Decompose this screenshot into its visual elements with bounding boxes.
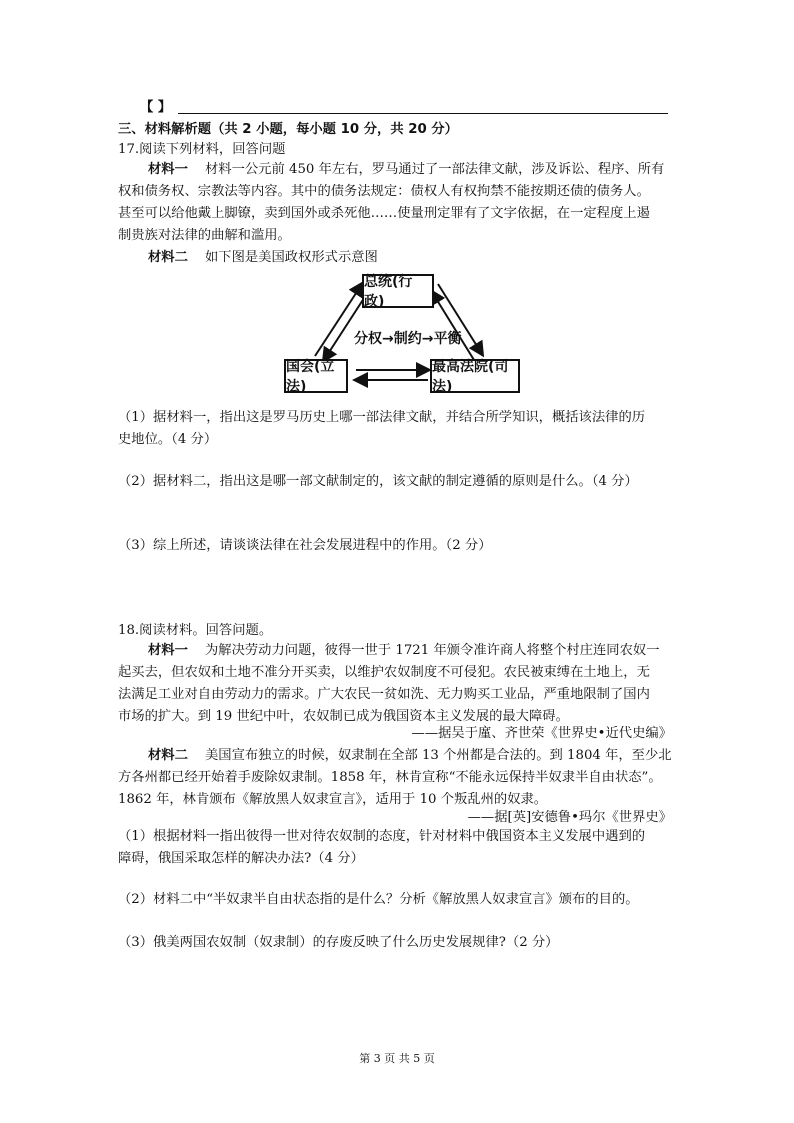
q17-material2-label: 材料二 — [148, 250, 188, 265]
q17-question2: （2）据材料二，指出这是哪一部文献制定的，该文献的制定遵循的原则是什么。（4 分） — [118, 474, 638, 489]
section-title: 三、材料解析题（共 2 小题，每小题 10 分，共 20 分） — [118, 122, 458, 137]
answer-bracket: 【 】 — [140, 100, 172, 115]
q18-material1-label: 材料一 — [148, 643, 188, 658]
q17-question3: （3）综上所述，请谈谈法律在社会发展进程中的作用。（2 分） — [118, 538, 492, 553]
diagram-box-supreme-court: 最高法院(司法) — [430, 359, 520, 393]
arrow-court-to-president — [432, 292, 474, 360]
q18-question3: （3）俄美两国农奴制（奴隶制）的存废反映了什么历史发展规律?（2 分） — [118, 935, 559, 950]
q17-heading: 17.阅读下列材料，回答问题 — [118, 142, 286, 157]
q18-question2: （2）材料二中“半奴隶半自由状态指的是什么？分析《解放黑人奴隶宣言》颁布的目的。 — [118, 892, 639, 907]
diagram-box-president: 总统(行政) — [362, 274, 434, 308]
q17-material1-line: 制贵族对法律的曲解和滥用。 — [118, 228, 291, 243]
q17-material1-line: 权和债务权、宗教法等内容。其中的债务法规定：债权人有权拘禁不能按期还债的债务人。 — [118, 184, 650, 199]
q18-material1-line: 法满足工业对自由劳动力的需求。广大农民一贫如洗、无力购买工业品，严重地限制了国内 — [118, 687, 650, 702]
q18-question1-line: 障碍，俄国采取怎样的解决办法?（4 分） — [118, 851, 364, 866]
q18-material2-line: 方各州都已经开始着手废除奴隶制。1858 年，林肯宣称“不能永远保持半奴隶半自由状态”。 — [118, 770, 662, 785]
answer-underline — [178, 113, 668, 114]
q17-material1-label: 材料一 — [148, 162, 188, 177]
diagram-center-label: 分权→制约→平衡 — [354, 331, 462, 347]
q17-question1-line: 史地位。（4 分） — [118, 432, 218, 447]
q17-material1-line: 甚至可以给他戴上脚镣，卖到国外或杀死他……使量刑定罪有了文字依据，在一定程度上遏 — [118, 206, 650, 221]
page-number-footer: 第 3 页 共 5 页 — [359, 1052, 435, 1065]
q18-material2-label: 材料二 — [148, 748, 188, 763]
q18-material2-line: 1862 年，林肯颁布《解放黑人奴隶宣言》，适用于 10 个叛乱州的奴隶。 — [118, 792, 548, 807]
q18-material1-line: 为解决劳动力问题，彼得一世于 1721 年颁令准许商人将整个村庄连同农奴一 — [205, 643, 660, 658]
q18-material1-line: 起买去，但农奴和土地不准分开买卖，以维护农奴制度不可侵犯。农民被束缚在土地上，无 — [118, 665, 650, 680]
q17-material2-text: 如下图是美国政权形式示意图 — [205, 250, 378, 265]
q17-material1-line: 材料一公元前 450 年左右，罗马通过了一部法律文献，涉及诉讼、程序、所有 — [205, 162, 665, 177]
q18-material1-source: ——据吴于廑、齐世荣《世界史•近代史编》 — [411, 726, 672, 741]
q18-material2-source: ——据[英]安德鲁•玛尔《世界史》 — [467, 810, 672, 825]
q17-question1-line: （1）据材料一，指出这是罗马历史上哪一部法律文献，并结合所学知识，概括该法律的历 — [118, 410, 646, 425]
q18-question1-line: （1）根据材料一指出彼得一世对待农奴制的态度，针对材料中俄国资本主义发展中遇到的 — [118, 829, 646, 844]
diagram-box-congress: 国会(立法) — [284, 359, 348, 393]
q18-material2-line: 美国宣布独立的时候，奴隶制在全部 13 个州都是合法的。到 1804 年，至少北 — [205, 748, 672, 763]
q18-material1-line: 市场的扩大。到 19 世纪中叶，农奴制已成为俄国资本主义发展的最大障碍。 — [118, 709, 569, 724]
q18-heading: 18.阅读材料。回答问题。 — [118, 623, 273, 638]
